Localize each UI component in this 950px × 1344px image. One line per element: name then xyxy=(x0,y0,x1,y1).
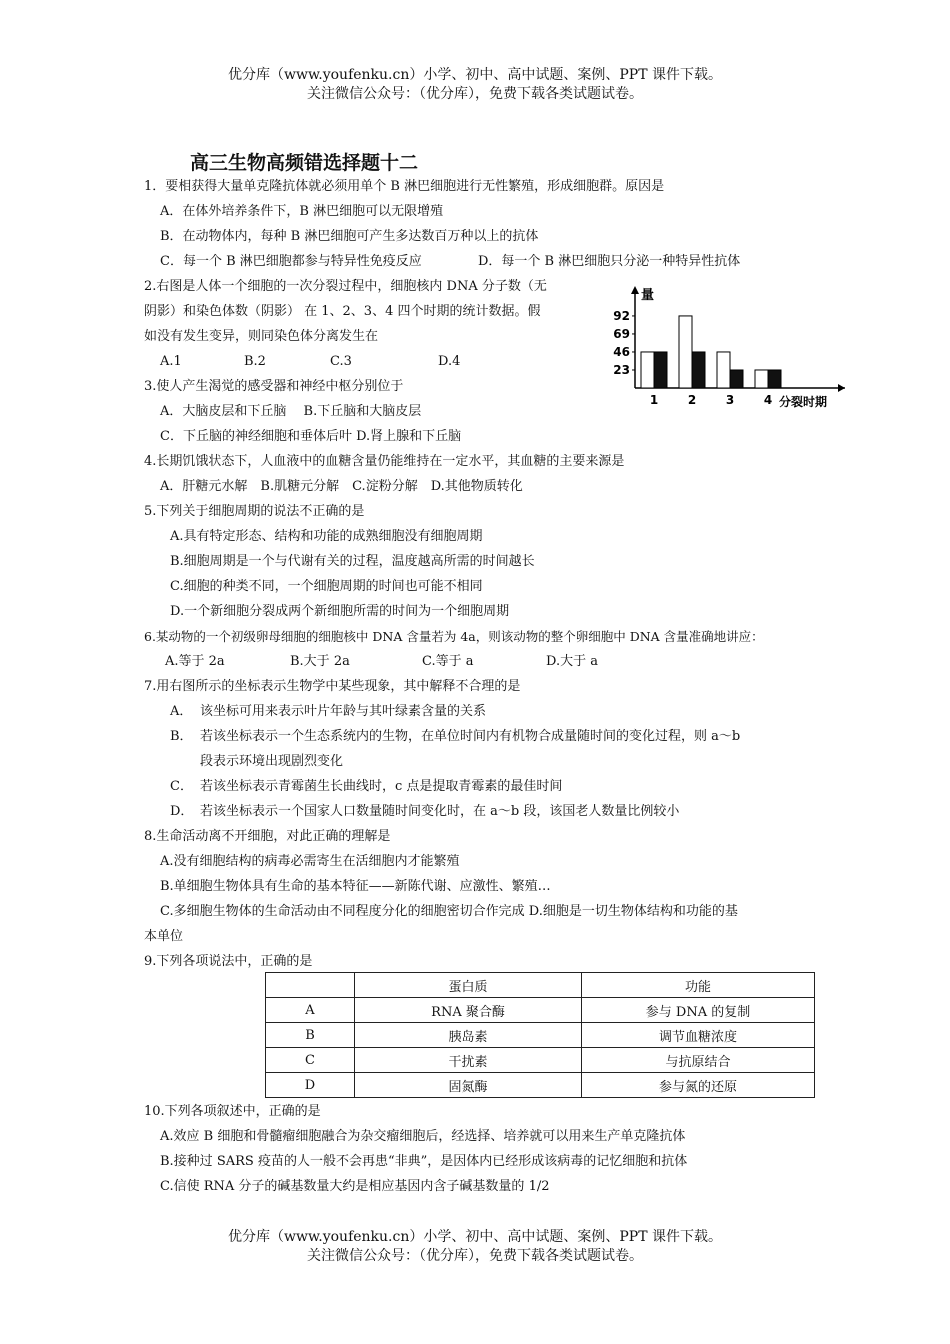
table-cell: C xyxy=(266,1048,355,1073)
table-cell: 干扰素 xyxy=(355,1048,582,1073)
q10-stem: 10.下列各项叙述中，正确的是 xyxy=(144,1104,321,1119)
table-header-cell: 蛋白质 xyxy=(355,973,582,998)
q6-option-d: D.大于 a xyxy=(546,654,598,669)
q7-option-a: 该坐标可用来表示叶片年龄与其叶绿素含量的关系 xyxy=(200,704,487,719)
table-row xyxy=(266,1073,815,1098)
q5-option-a: A.具有特定形态、结构和功能的成熟细胞没有细胞周期 xyxy=(170,529,483,544)
table-cell: A xyxy=(266,998,355,1023)
q7-stem: 7.用右图所示的坐标表示生物学中某些现象，其中解释不合理的是 xyxy=(144,679,521,694)
table-cell: D xyxy=(266,1073,355,1098)
page-title: 高三生物高频错选择题十二 xyxy=(190,152,419,174)
header-banner xyxy=(0,66,950,104)
y-tick-label: 92 xyxy=(613,308,630,323)
x-axis-label: 分裂时期 xyxy=(779,395,828,409)
q1-stem: 1．要相获得大量单克隆抗体就必须用单个 B 淋巴细胞进行无性繁殖，形成细胞群。原因是 xyxy=(144,179,665,194)
q1-option-d: D．每一个 B 淋巴细胞只分泌一种特异性抗体 xyxy=(478,254,741,269)
q8-option-b: B.单细胞生物体具有生命的基本特征——新陈代谢、应激性、繁殖… xyxy=(160,879,551,894)
table-header-cell: 功能 xyxy=(582,973,815,998)
table-header-cell xyxy=(266,973,355,998)
bar-dna xyxy=(679,316,692,388)
table-cell: 胰岛素 xyxy=(355,1023,582,1048)
q5-option-d: D.一个新细胞分裂成两个新细胞所需的时间为一个细胞周期 xyxy=(170,604,510,619)
table-cell: 调节血糖浓度 xyxy=(582,1023,815,1048)
q4-options: A．肝糖元水解 B.肌糖元分解 C.淀粉分解 D.其他物质转化 xyxy=(160,479,523,494)
x-tick-label: 2 xyxy=(687,393,697,407)
header-line-1: 优分库（www.youfenku.cn）小学、初中、高中试题、案例、PPT 课件下载。 xyxy=(227,67,722,83)
q7-option-b-2: 段表示环境出现剧烈变化 xyxy=(200,754,344,769)
header-line-2: 关注微信公众号：（优分库），免费下载各类试题试卷。 xyxy=(307,86,643,102)
y-axis-arrow xyxy=(631,286,639,294)
q1-option-b: B．在动物体内，每种 B 淋巴细胞可产生多达数百万种以上的抗体 xyxy=(160,229,539,244)
q1-option-c: C．每一个 B 淋巴细胞都参与特异性免疫反应 xyxy=(160,254,422,269)
table-cell: 参与 DNA 的复制 xyxy=(582,998,815,1023)
bar-chromosome xyxy=(692,352,705,388)
q6-option-b: B.大于 2a xyxy=(290,654,350,669)
y-tick-label: 46 xyxy=(613,344,630,359)
q10-option-a: A.效应 B 细胞和骨髓瘤细胞融合为杂交瘤细胞后，经选择、培养就可以用来生产单克隆抗体 xyxy=(160,1129,686,1144)
y-tick-label: 69 xyxy=(613,326,630,341)
q9-stem: 9.下列各项说法中，正确的是 xyxy=(144,954,313,969)
table-row xyxy=(266,1023,815,1048)
q2-bar-chart xyxy=(605,284,855,414)
y-axis-label: 量 xyxy=(641,288,655,303)
q2-stem-3: 如没有发生变异，则同染色体分离发生在 xyxy=(144,329,379,344)
q5-option-c: C.细胞的种类不同，一个细胞周期的时间也可能不相同 xyxy=(170,579,483,594)
q2-option-b: B.2 xyxy=(244,354,266,369)
q2-stem-2: 阴影）和染色体数（阴影） 在 1、2、3、4 四个时期的统计数据。假 xyxy=(144,304,541,319)
q6-option-c: C.等于 a xyxy=(422,654,474,669)
bar-chromosome xyxy=(654,352,667,388)
bar-dna xyxy=(755,370,768,388)
x-tick-label: 4 xyxy=(763,393,773,407)
q10-option-b: B.接种过 SARS 疫苗的人一般不会再患“非典”，是因体内已经形成该病毒的记忆细胞和抗体 xyxy=(160,1154,688,1169)
q2-option-c: C.3 xyxy=(330,354,352,369)
footer-line-2: 关注微信公众号：（优分库），免费下载各类试题试卷。 xyxy=(307,1248,643,1264)
q5-option-b: B.细胞周期是一个与代谢有关的过程，温度越高所需的时间越长 xyxy=(170,554,535,569)
q7-option-c-label: C． xyxy=(170,779,193,794)
table-cell: B xyxy=(266,1023,355,1048)
q7-option-d: 若该坐标表示一个国家人口数量随时间变化时，在 a～b 段，该国老人数量比例较小 xyxy=(200,804,680,819)
table-header-row xyxy=(266,973,815,998)
x-tick-label: 1 xyxy=(649,393,659,407)
q6-stem: 6.某动物的一个初级卵母细胞的细胞核中 DNA 含量若为 4a，则该动物的整个卵细胞中 DNA 含量准确地讲应： xyxy=(144,629,764,644)
x-tick-label: 3 xyxy=(725,393,735,407)
footer-banner xyxy=(0,1228,950,1266)
q7-option-c: 若该坐标表示青霉菌生长曲线时，c 点是提取青霉素的最佳时间 xyxy=(200,779,563,794)
table-row xyxy=(266,998,815,1023)
x-axis-arrow xyxy=(838,384,845,392)
q8-option-cd-1: C.多细胞生物体的生命活动由不同程度分化的细胞密切合作完成 D.细胞是一切生物体结构和功能的基 xyxy=(160,904,738,919)
bar-chromosome xyxy=(768,370,781,388)
q3-options-cd: C．下丘脑的神经细胞和垂体后叶 D.肾上腺和下丘脑 xyxy=(160,429,462,444)
q2-option-a: A.1 xyxy=(160,354,182,369)
q8-option-cd-2: 本单位 xyxy=(144,929,184,944)
q5-stem: 5.下列关于细胞周期的说法不正确的是 xyxy=(144,504,365,519)
table-row xyxy=(266,1048,815,1073)
q9-table xyxy=(265,972,815,1098)
q6-option-a: A.等于 2a xyxy=(165,654,225,669)
q4-stem: 4.长期饥饿状态下，人血液中的血糖含量仍能维持在一定水平，其血糖的主要来源是 xyxy=(144,454,625,469)
q10-option-c: C.信使 RNA 分子的碱基数量大约是相应基因内含子碱基数量的 1/2 xyxy=(160,1179,550,1194)
q2-option-d: D.4 xyxy=(438,354,461,369)
bar-chromosome xyxy=(730,370,743,388)
table-cell: 固氮酶 xyxy=(355,1073,582,1098)
bar-dna xyxy=(717,352,730,388)
bar-dna xyxy=(641,352,654,388)
footer-line-1: 优分库（www.youfenku.cn）小学、初中、高中试题、案例、PPT 课件下载。 xyxy=(227,1229,722,1245)
y-tick-label: 23 xyxy=(613,362,630,377)
table-cell: 参与氮的还原 xyxy=(582,1073,815,1098)
table-cell: 与抗原结合 xyxy=(582,1048,815,1073)
q7-option-a-label: A． xyxy=(170,704,193,719)
q3-stem: 3.使人产生渴觉的感受器和神经中枢分别位于 xyxy=(144,379,404,394)
q2-stem-1: 2.右图是人体一个细胞的一次分裂过程中，细胞核内 DNA 分子数（无 xyxy=(144,279,547,294)
q8-option-a: A.没有细胞结构的病毒必需寄生在活细胞内才能繁殖 xyxy=(160,854,460,869)
q8-stem: 8.生命活动离不开细胞，对此正确的理解是 xyxy=(144,829,391,844)
q3-options-ab: A．大脑皮层和下丘脑 B.下丘脑和大脑皮层 xyxy=(160,404,422,419)
q1-option-a: A．在体外培养条件下，B 淋巴细胞可以无限增殖 xyxy=(160,204,444,219)
table-cell: RNA 聚合酶 xyxy=(355,998,582,1023)
q7-option-b-label: B． xyxy=(170,729,193,744)
q7-option-d-label: D． xyxy=(170,804,194,819)
q7-option-b-1: 若该坐标表示一个生态系统内的生物，在单位时间内有机物合成量随时间的变化过程，则 a～b xyxy=(200,729,741,744)
